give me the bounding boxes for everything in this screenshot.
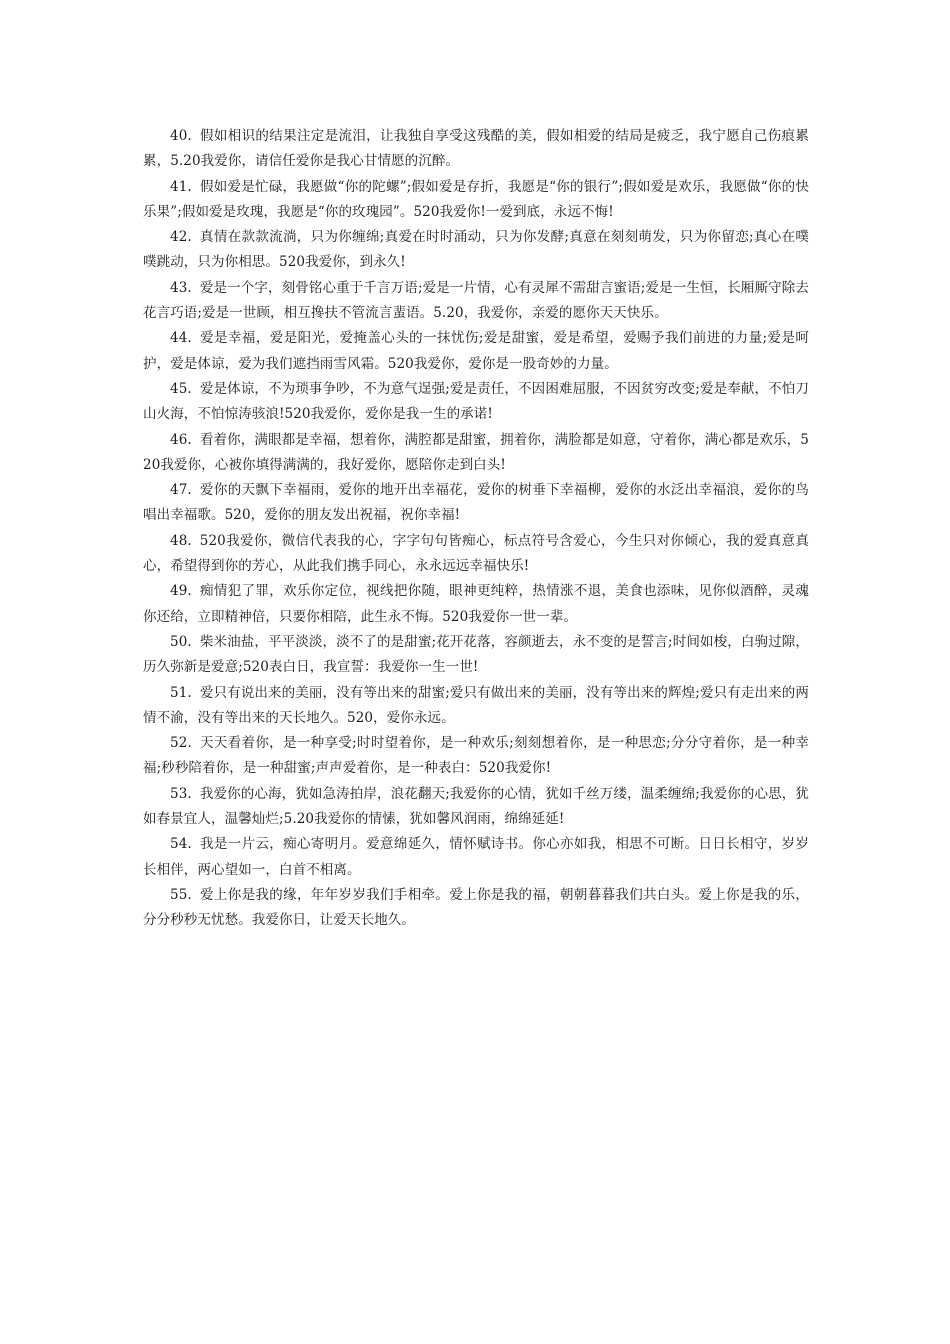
item-number: 44. [170, 330, 192, 347]
paragraph-46 [143, 428, 809, 479]
paragraph-44 [143, 326, 809, 377]
item-number: 54. [170, 836, 192, 853]
document-body [143, 124, 809, 934]
item-number: 46. [170, 431, 192, 448]
item-text: 看着你，满眼都是幸福，想着你，满腔都是甜蜜，拥着你，满脸都是如意，守着你，满心都是欢乐，520我爱你，心被你填得满满的，我好爱你，愿陪你走到白头! [143, 431, 809, 473]
paragraph-50 [143, 630, 809, 681]
item-number: 40. [170, 128, 192, 144]
paragraph-51 [143, 681, 809, 732]
item-text: 爱你的天飘下幸福雨，爱你的地开出幸福花，爱你的树垂下幸福柳，爱你的水泛出幸福浪，爱你的鸟唱出幸福歌。520，爱你的朋友发出祝福，祝你幸福! [143, 482, 809, 524]
paragraph-55 [143, 883, 809, 934]
paragraph-42 [143, 225, 809, 276]
paragraph-41 [143, 175, 809, 226]
item-number: 42. [170, 229, 192, 246]
item-text: 我爱你的心海，犹如急涛拍岸，浪花翻天;我爱你的心情，犹如千丝万缕，温柔缠绵;我爱你的心思，犹如春景宜人，温馨灿烂;5.20我爱你的情愫，犹如馨风润雨，绵绵延延! [143, 785, 809, 828]
item-number: 52. [170, 735, 192, 752]
item-number: 53. [170, 785, 192, 802]
paragraph-43 [143, 276, 809, 327]
paragraph-40 [143, 124, 809, 175]
item-number: 51. [170, 684, 192, 701]
item-number: 55. [170, 886, 192, 903]
item-text: 爱上你是我的缘，年年岁岁我们手相牵。爱上你是我的福，朝朝暮暮我们共白头。爱上你是我的乐，分分秒秒无忧愁。我爱你日，让爱天长地久。 [143, 886, 809, 929]
item-text: 爱是幸福，爱是阳光，爱掩盖心头的一抹忧伤;爱是甜蜜，爱是希望，爱赐予我们前进的力量;爱是呵护，爱是体谅，爱为我们遮挡雨雪风霜。520我爱你，爱你是一股奇妙的力量。 [143, 330, 809, 372]
paragraph-45 [143, 377, 809, 428]
item-text: 真情在款款流淌，只为你缠绵;真爱在时时涌动，只为你发酵;真意在刻刻萌发，只为你留恋;真心在噗噗跳动，只为你相思。520我爱你，到永久! [143, 229, 809, 271]
paragraph-53 [143, 782, 809, 833]
item-number: 50. [170, 633, 192, 650]
item-number: 48. [170, 532, 192, 549]
item-text: 柴米油盐，平平淡淡，淡不了的是甜蜜;花开花落，容颜逝去，永不变的是誓言;时间如梭，白驹过隙，历久弥新是爱意;520表白日，我宣誓：我爱你一生一世! [143, 633, 809, 676]
item-text: 爱只有说出来的美丽，没有等出来的甜蜜;爱只有做出来的美丽，没有等出来的辉煌;爱只有走出来的两情不渝，没有等出来的天长地久。520，爱你永远。 [143, 684, 809, 726]
item-text: 假如相识的结果注定是流泪，让我独自享受这残酷的美，假如相爱的结局是疲乏，我宁愿自己伤痕累累，5.20我爱你，请信任爱你是我心甘情愿的沉醉。 [143, 128, 809, 170]
item-number: 43. [170, 279, 192, 296]
paragraph-54 [143, 832, 809, 883]
item-text: 天天看着你，是一种享受;时时望着你，是一种欢乐;刻刻想着你，是一种思恋;分分守着你，是一种幸福;秒秒陪着你，是一种甜蜜;声声爱着你，是一种表白：520我爱你! [143, 735, 809, 777]
item-text: 520我爱你，微信代表我的心，字字句句皆痴心，标点符号含爱心，今生只对你倾心，我的爱真意真心，希望得到你的芳心，从此我们携手同心，永永远远幸福快乐! [143, 532, 809, 575]
item-number: 49. [170, 583, 192, 600]
paragraph-52 [143, 731, 809, 782]
item-number: 47. [170, 482, 192, 499]
paragraph-47 [143, 478, 809, 529]
paragraph-48 [143, 529, 809, 580]
item-number: 45. [170, 380, 192, 397]
item-text: 我是一片云，痴心寄明月。爱意绵延久，情怀赋诗书。你心亦如我，相思不可断。日日长相守，岁岁长相伴，两心望如一，白首不相离。 [143, 836, 809, 878]
item-text: 痴情犯了罪，欢乐你定位，视线把你随，眼神更纯粹，热情涨不退，美食也添味，见你似酒醉，灵魂你还给，立即精神倍，只要你相陪，此生永不悔。520我爱你一世一辈。 [143, 583, 809, 625]
paragraph-49 [143, 579, 809, 630]
item-text: 爱是一个字，刻骨铭心重于千言万语;爱是一片情，心有灵犀不需甜言蜜语;爱是一生恒，长厢厮守除去花言巧语;爱是一世顾，相互搀扶不管流言蜚语。5.20，我爱你，亲爱的愿你天天快乐。 [143, 279, 809, 322]
item-text: 假如爱是忙碌，我愿做“你的陀螺”;假如爱是存折，我愿是“你的银行”;假如爱是欢乐，我愿做“你的快乐果”;假如爱是玫瑰，我愿是“你的玫瑰园”。520我爱你!一爱到底，永远不悔! [143, 178, 809, 220]
item-text: 爱是体谅，不为琐事争吵，不为意气逞强;爱是责任，不因困难屈服，不因贫穷改变;爱是奉献，不怕刀山火海，不怕惊涛骇浪!520我爱你，爱你是我一生的承诺! [143, 380, 809, 423]
item-number: 41. [170, 178, 192, 195]
